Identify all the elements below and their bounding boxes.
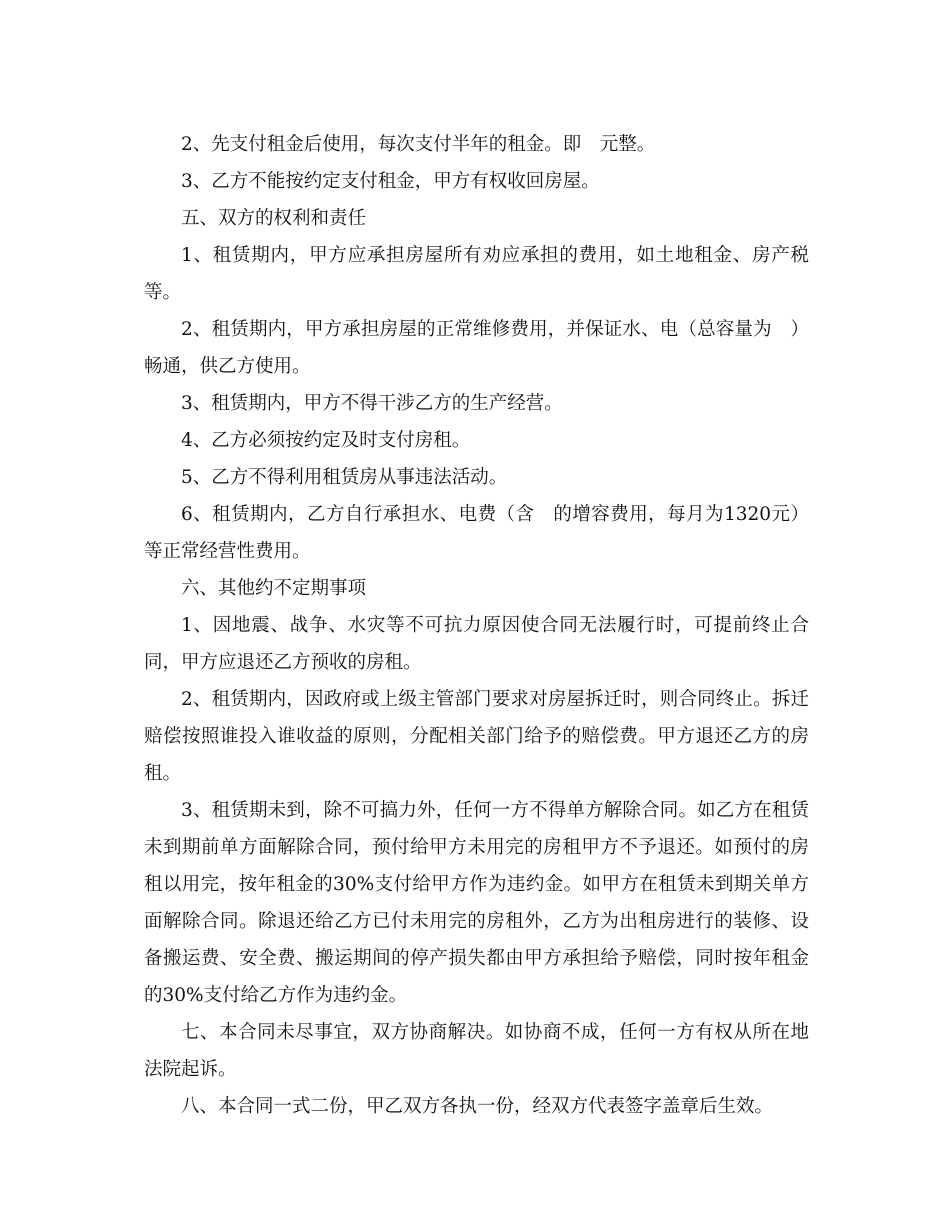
paragraph-copies: 八、本合同一式二份，甲乙双方各执一份，经双方代表签字盖章后生效。 [181, 1096, 774, 1117]
section-heading-other-matters: 六、其他约不定期事项 [181, 578, 367, 599]
paragraph-force-majeure: 1、因地震、战争、水灾等不可抗力原因使合同无法履行时，可提前终止合同，甲方应退还乙方预收的房租。 [144, 615, 809, 673]
section-heading-rights: 五、双方的权利和责任 [181, 208, 367, 229]
paragraph-demolition: 2、租赁期内，因政府或上级主管部门要求对房屋拆迁时，则合同终止。拆迁赔偿按照谁投入谁收益的原则，分配相关部门给予的赔偿费。甲方退还乙方的房租。 [144, 689, 809, 784]
paragraph-early-termination: 3、租赁期未到，除不可搞力外，任何一方不得单方解除合同。如乙方在租赁未到期前单方面解除合同，预付给甲方未用完的房租甲方不予退还。如预付的房租以用完，按年租金的30%支付给甲方作为违约金。如甲方在租赁未到期关单方面解除合同。除退还给乙方已付未用完的房租外，乙方为出租房进行的装修、设备搬运费、安全费、搬运期间的停产损失都由甲方承担给予赔偿，同时按年租金的30%支付给乙方作为违约金。 [144, 800, 809, 1006]
paragraph-timely-payment: 4、乙方必须按约定及时支付房租。 [181, 430, 471, 451]
paragraph-utility-costs: 6、租赁期内，乙方自行承担水、电费（含 的增容费用，每月为1320元）等正常经营性费用。 [144, 504, 809, 562]
document-body [144, 126, 809, 1125]
paragraph-rent-default: 3、乙方不能按约定支付租金，甲方有权收回房屋。 [181, 171, 600, 192]
paragraph-landlord-fees: 1、租赁期内，甲方应承担房屋所有劝应承担的费用，如土地租金、房产税等。 [144, 245, 809, 303]
paragraph-no-illegal-use: 5、乙方不得利用租赁房从事违法活动。 [181, 467, 508, 488]
paragraph-maintenance: 2、租赁期内，甲方承担房屋的正常维修费用，并保证水、电（总容量为 ）畅通，供乙方使用。 [144, 319, 809, 377]
paragraph-payment-method: 2、先支付租金后使用，每次支付半年的租金。即 元整。 [181, 134, 656, 155]
paragraph-no-interference: 3、租赁期内，甲方不得干涉乙方的生产经营。 [181, 393, 563, 414]
paragraph-disputes: 七、本合同未尽事宜，双方协商解决。如协商不成，任何一方有权从所在地法院起诉。 [144, 1022, 809, 1080]
